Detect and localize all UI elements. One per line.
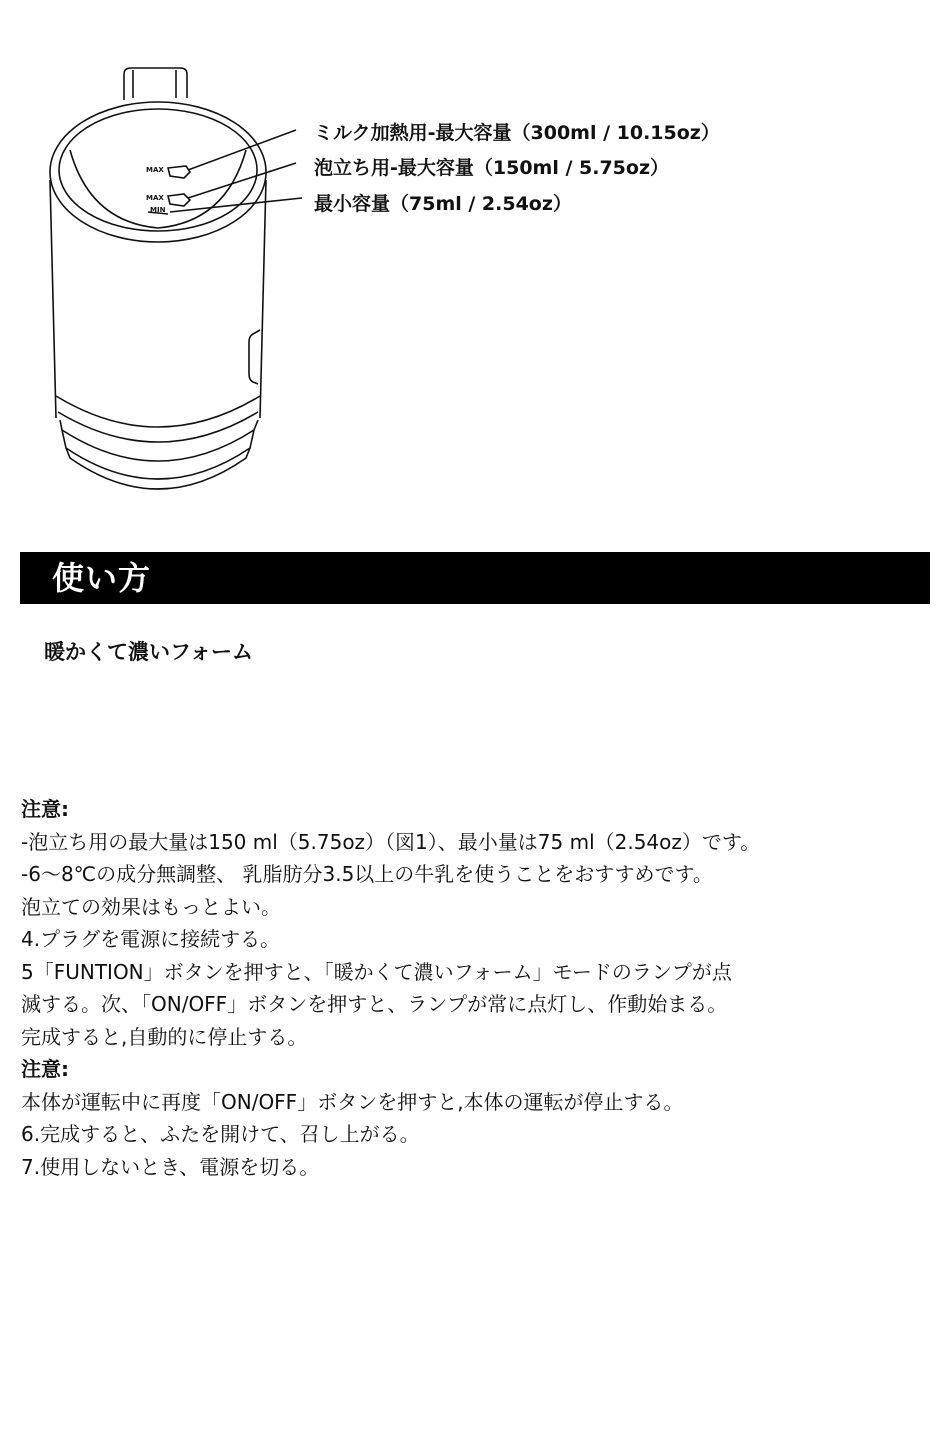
instruction-line: -6～8℃の成分無調整、 乳脂肪分3.5以上の牛乳を使うことをおすすめです。 (21, 862, 713, 886)
instruction-line: 5「FUNTION」ボタンを押すと、「暖かくて濃いフォーム」モードのランプが点 (21, 959, 732, 984)
max-mark-upper: MAX (146, 166, 164, 174)
leader-line-froth-max (188, 163, 296, 198)
body-left-edge (50, 180, 56, 418)
instruction-line: 泡立ての効果はもっとよい。 (21, 894, 281, 919)
note-heading: 注意: (21, 1057, 69, 1081)
max-mark-lower: MAX (146, 194, 164, 202)
body-right-edge (260, 180, 266, 418)
milk-frother-illustration (0, 0, 950, 520)
instruction-line: -泡立ち用の最大量は150 ml（5.75oz）（図1）、最小量は75 ml（2.54oz）です。 (21, 829, 761, 854)
instruction-line: 7.使用しないとき、電源を切る。 (21, 1154, 320, 1179)
section-title: 使い方 (52, 559, 152, 597)
instruction-line: 滅する。次、「ON/OFF」ボタンを押すと、ランプが常に点灯し、作動始まる。 (21, 992, 728, 1016)
callout-min: 最小容量（75ml / 2.54oz） (314, 193, 572, 215)
instruction-line: 完成すると,自動的に停止する。 (21, 1024, 308, 1049)
instruction-line: 4.プラグを電源に接続する。 (21, 927, 281, 951)
side-button (249, 330, 260, 384)
mode-subheading: 暖かくて濃いフォーム (44, 640, 253, 664)
instruction-line: 6.完成すると、ふたを開けて、召し上がる。 (21, 1122, 420, 1146)
instructions-text (21, 793, 926, 1183)
instruction-line: 本体が運転中に再度「ON/OFF」ボタンを押すと,本体の運転が停止する。 (21, 1089, 684, 1114)
min-mark: MIN (150, 206, 166, 214)
section-header-bar (20, 552, 930, 604)
callout-milk-heating-max: ミルク加熱用-最大容量（300ml / 10.15oz） (314, 122, 720, 144)
note-heading: 注意: (21, 797, 69, 821)
callout-froth-max: 泡立ち用-最大容量（150ml / 5.75oz） (314, 157, 670, 179)
